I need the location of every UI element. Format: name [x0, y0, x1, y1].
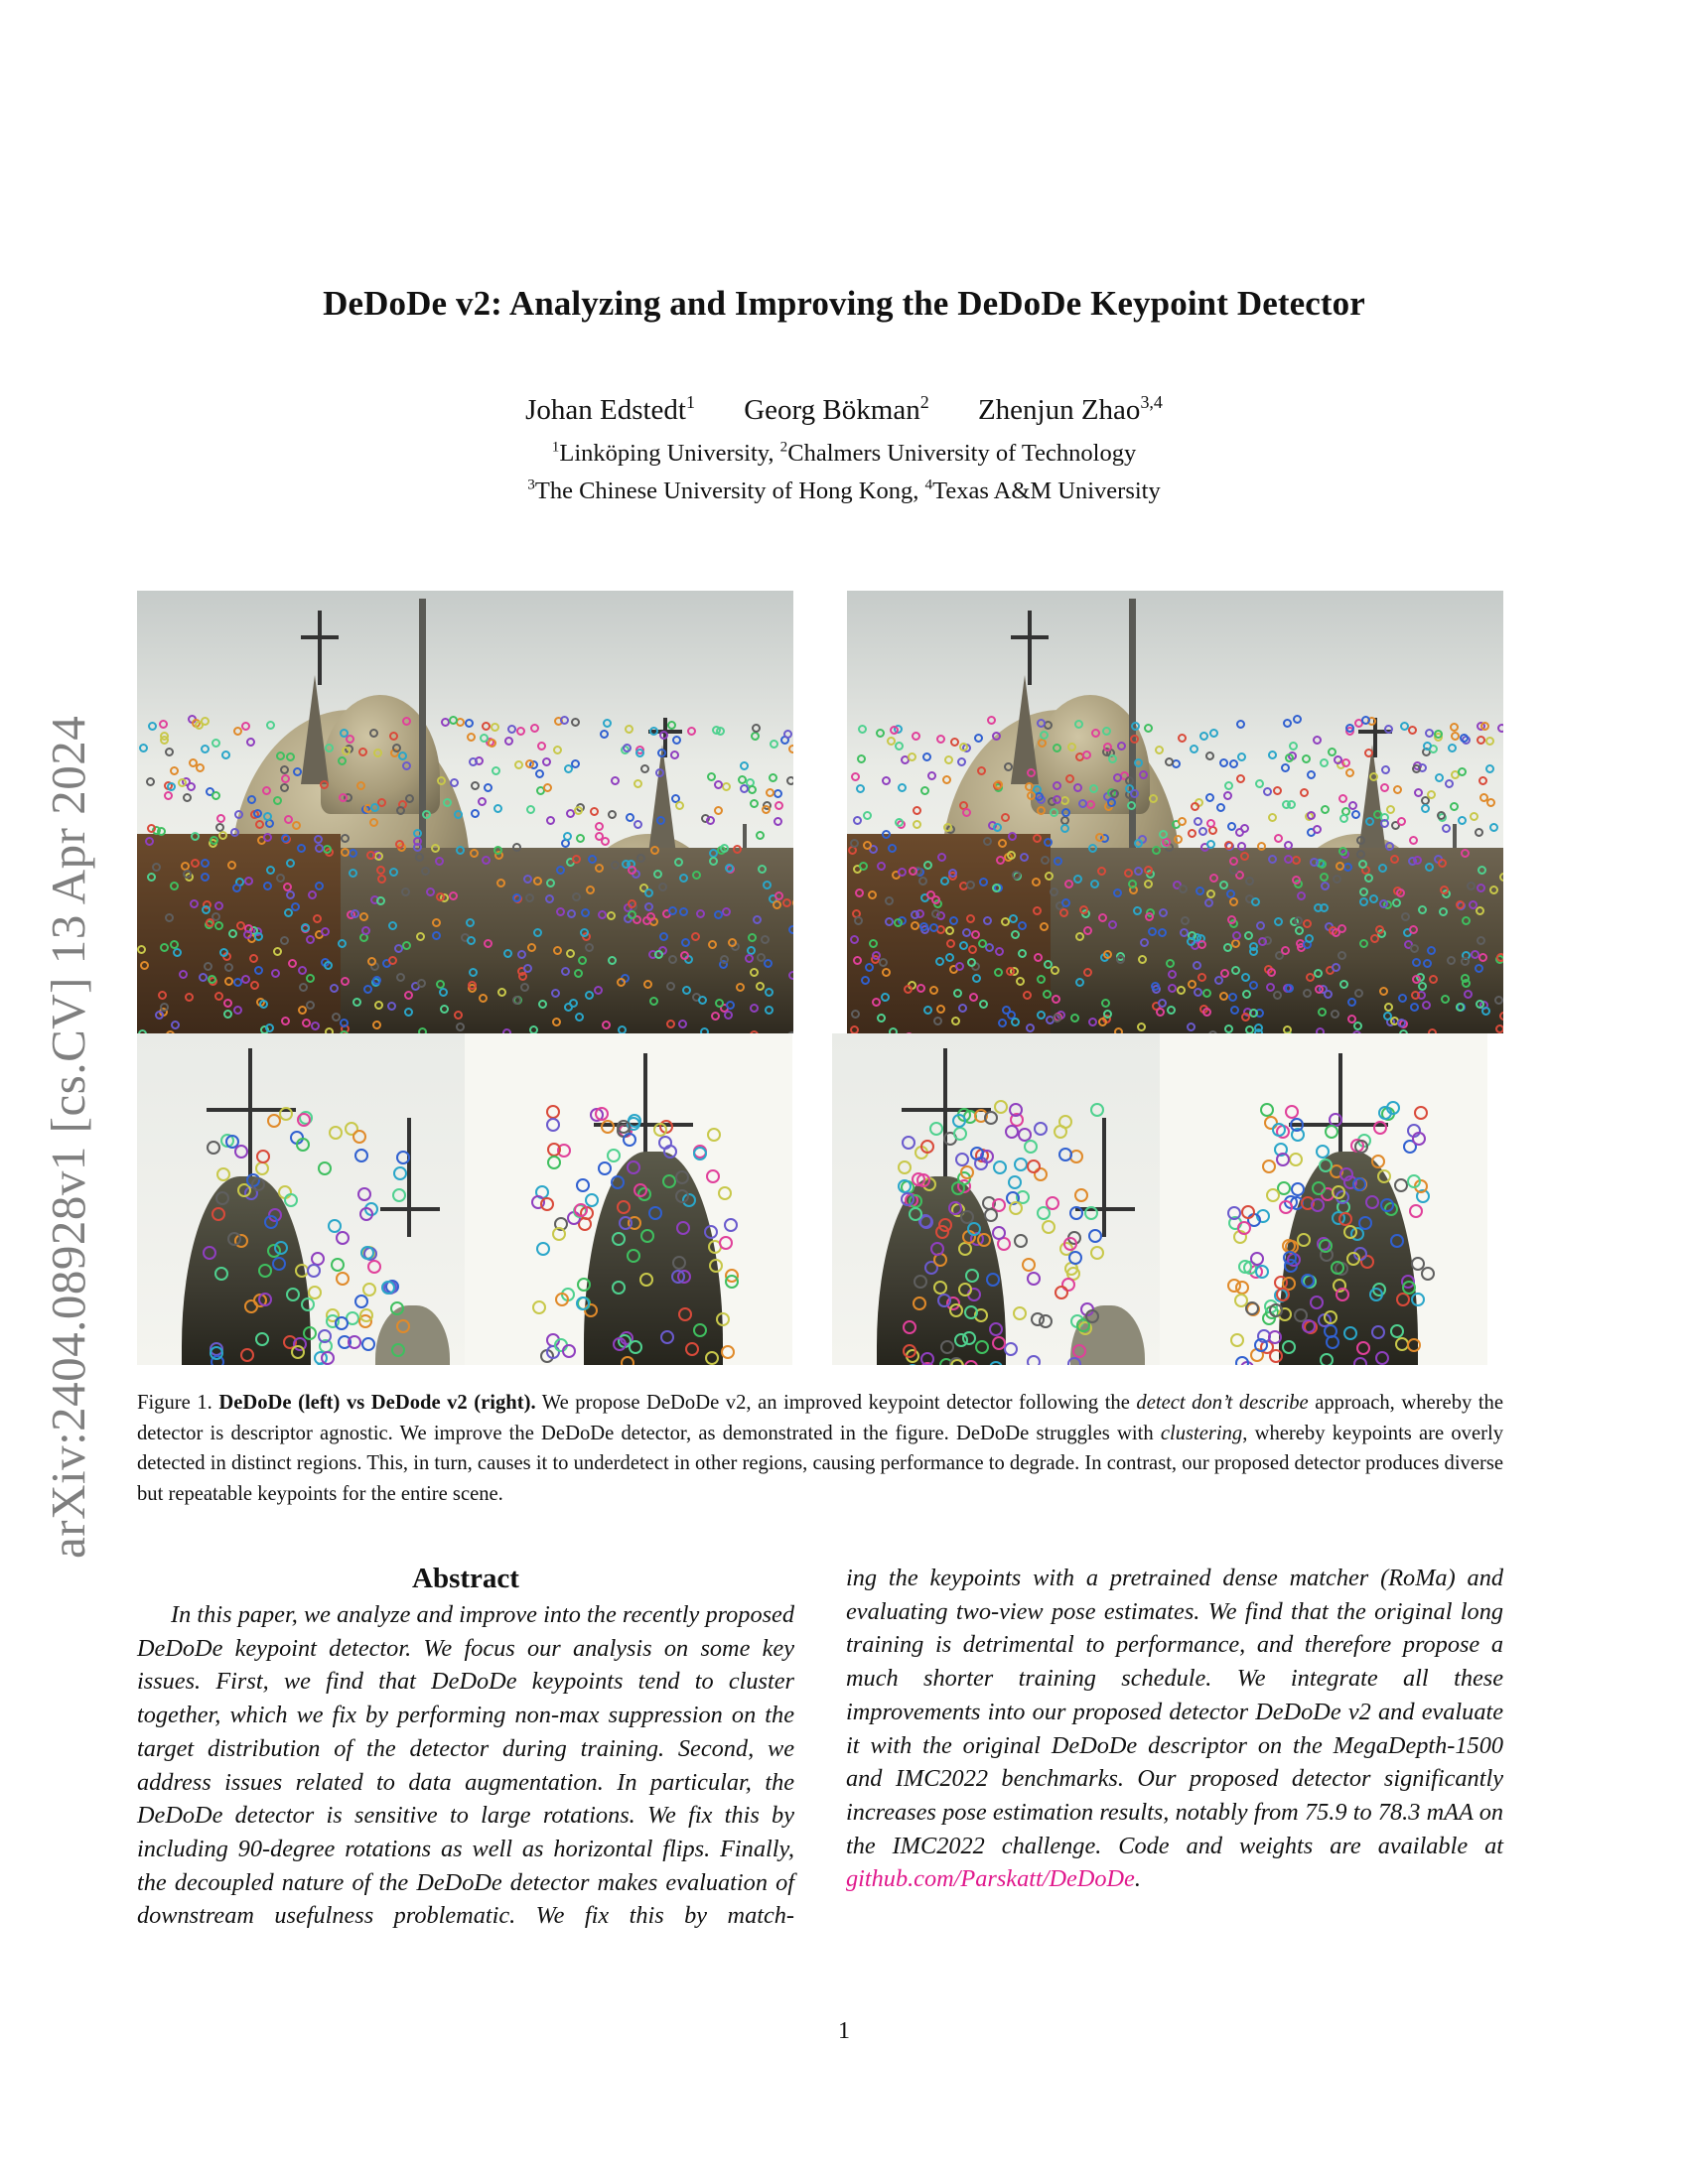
author-list [0, 391, 1688, 427]
author-1: Johan Edstedt$^1$ [525, 391, 695, 426]
github-link[interactable]: github.com/Parskatt/DeDoDe [846, 1865, 1135, 1893]
abstract-text-right-column: ing the keypoints with a pretrained dense matcher (RoMa) and evaluating two-view pose estimates. We find that the original long training is detrimental to performance, and therefore propose a much shorter training schedule. We integrate all these improvements into our proposed detector DeDoDe v2 and evaluate it with the original DeDoDe descriptor on the MegaDepth-1500 and IMC2022 benchmarks. Our proposed detector significantly increases pose estimation results, notably from 75.9 to 78.3 mAA on the IMC2022 challenge. Code and weights are available at github.com/Parskatt/DeDoDe. [846, 1565, 1503, 1893]
figure-panel-dedode-v2-crop-2 [1160, 1033, 1487, 1365]
figure-panel-dedode-scene [137, 591, 793, 1033]
figure-panel-dedode-v2-crop-1 [832, 1033, 1160, 1365]
page-number: 1 [838, 2018, 850, 2044]
figure-caption: Figure 1. DeDoDe (left) vs DeDode v2 (right). We propose DeDoDe v2, an improved keypoint detector following the detect don’t describe approach, whereby the detector is descriptor agnostic. We improve the DeDoDe detector, as demonstrated in the figure. DeDoDe struggles with clustering, whereby keypoints are overly detected in distinct regions. This, in turn, causes it to underdetect in other regions, causing performance to degrade. In contrast, our proposed detector produces diverse but repeatable keypoints for the entire scene. [137, 1392, 1503, 1505]
abstract-heading: Abstract [412, 1563, 519, 1594]
author-2: Georg Bökman$^2$ [744, 391, 929, 426]
abstract-text-left-column: In this paper, we analyze and improve into the recently proposed DeDoDe keypoint detector. We focus our analysis on some key issues. First, we find that DeDoDe keypoints tend to cluster together, which we fix by performing non-max suppression on the target distribution of the detector during training. Second, we address issues related to data augmentation. In particular, the DeDoDe detector is sensitive to large rotations. We fix this by including 90-degree rotations as well as horizontal flips. Finally, the decoupled nature of the DeDoDe detector makes evaluation of downstream usefulness problematic. We fix this by match- [137, 1601, 794, 1930]
figure-panel-dedode-crop-2 [465, 1033, 792, 1365]
author-3: Zhenjun Zhao$^{3,4}$ [977, 391, 1163, 426]
figure-panel-dedode-v2-scene [847, 591, 1503, 1033]
arxiv-identifier-stamp: arXiv:2404.08928v1 [cs.CV] 13 Apr 2024 [41, 715, 95, 1559]
paper-title: DeDoDe v2: Analyzing and Improving the DeDoDe Keypoint Detector [323, 284, 1365, 323]
affiliations-line-2: $^3$The Chinese University of Hong Kong, $^4$Texas A&M University [527, 476, 1161, 504]
caption-bold-lead: DeDoDe (left) vs DeDode v2 (right). [218, 1392, 536, 1414]
figure-panel-dedode-crop-1 [137, 1033, 465, 1365]
affiliations-line-1: $^1$Linköping University, $^2$Chalmers University of Technology [551, 438, 1137, 467]
figure-1 [137, 591, 1503, 1365]
